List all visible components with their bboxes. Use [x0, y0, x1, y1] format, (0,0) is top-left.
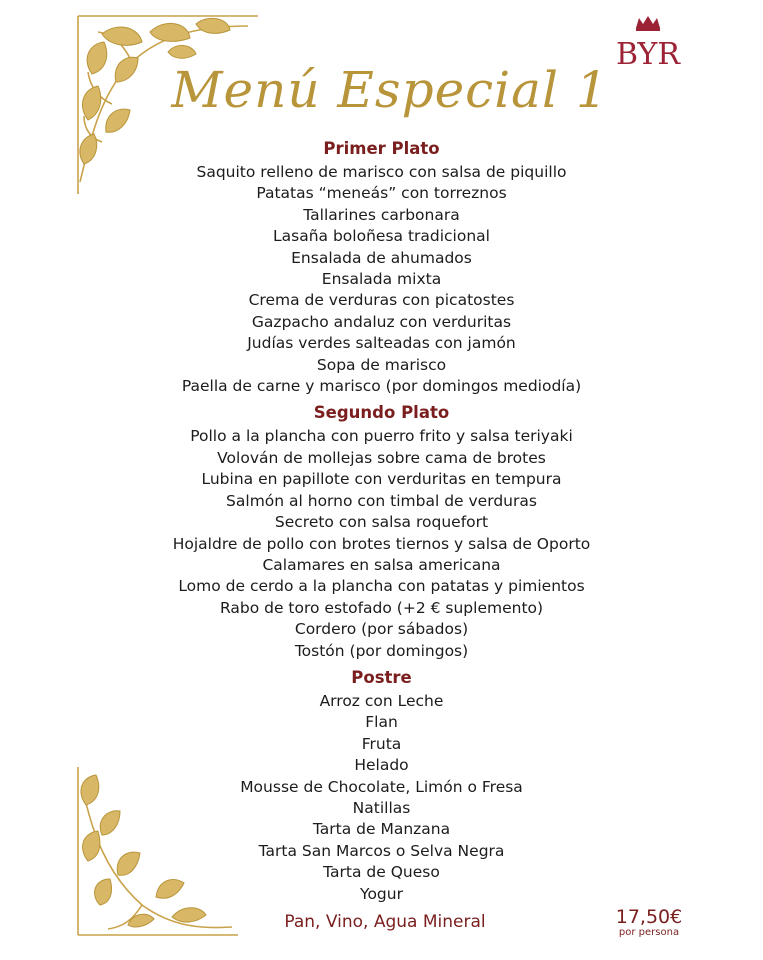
menu-item: Paella de carne y marisco (por domingos mediodía)	[181, 377, 582, 396]
menu-item: Rabo de toro estofado (+2 € suplemento)	[219, 598, 544, 617]
section-primer-plato	[0, 136, 763, 397]
menu-item: Gazpacho andaluz con verduritas	[251, 312, 512, 331]
page-title: Menú Especial 1	[171, 61, 609, 119]
menu-item: Salmón al horno con timbal de verduras	[226, 491, 537, 510]
menu-item: Arroz con Leche	[319, 691, 444, 710]
menu-item: Crema de verduras con picatostes	[248, 291, 515, 310]
menu-item: Helado	[354, 756, 409, 775]
menu-sections	[0, 136, 763, 905]
price-block	[604, 906, 694, 938]
menu-item: Tarta de Queso	[323, 863, 440, 882]
section-title: Primer Plato	[323, 139, 440, 158]
menu-item: Ensalada mixta	[321, 270, 442, 289]
menu-item: Sopa de marisco	[316, 355, 447, 374]
menu-item: Cordero (por sábados)	[294, 620, 469, 639]
menu-item: Volován de mollejas sobre cama de brotes	[217, 448, 546, 467]
menu-item: Flan	[365, 713, 398, 732]
menu-item: Tallarines carbonara	[303, 205, 460, 224]
menu-item: Saquito relleno de marisco con salsa de piquillo	[196, 163, 567, 181]
section-segundo-plato	[0, 400, 763, 661]
restaurant-logo	[606, 14, 690, 72]
menu-item: Pollo a la plancha con puerro frito y salsa teriyaki	[190, 427, 573, 446]
menu-item: Tostón (por domingos)	[294, 641, 469, 660]
menu-item: Lasaña boloñesa tradicional	[273, 227, 490, 246]
menu-item: Calamares en salsa americana	[262, 555, 501, 574]
menu-item: Yogur	[360, 884, 403, 903]
menu-item: Fruta	[361, 734, 402, 753]
menu-item: Judías verdes salteadas con jamón	[247, 334, 516, 353]
included-extras: Pan, Vino, Agua Mineral	[284, 912, 486, 932]
menu-item: Lomo de cerdo a la plancha con patatas y pimientos	[178, 577, 585, 596]
logo-text: BYR	[616, 37, 680, 72]
price-value: 17,50€	[615, 906, 683, 928]
menu-item: Ensalada de ahumados	[291, 248, 472, 267]
price-note: por persona	[618, 927, 680, 938]
section-title: Postre	[351, 667, 412, 687]
menu-item: Secreto con salsa roquefort	[274, 513, 489, 532]
menu-item: Tarta de Manzana	[312, 820, 451, 839]
menu-item: Lubina en papillote con verduritas en tempura	[201, 470, 562, 489]
menu-item: Tarta San Marcos o Selva Negra	[258, 841, 505, 860]
section-title: Segundo Plato	[313, 403, 450, 423]
menu-item: Hojaldre de pollo con brotes tiernos y salsa de Oporto	[172, 534, 591, 553]
menu-item: Natillas	[352, 798, 411, 817]
menu-item: Patatas “meneás” con torreznos	[256, 184, 507, 203]
menu-item: Mousse de Chocolate, Limón o Fresa	[240, 777, 523, 796]
section-postre	[0, 665, 763, 905]
